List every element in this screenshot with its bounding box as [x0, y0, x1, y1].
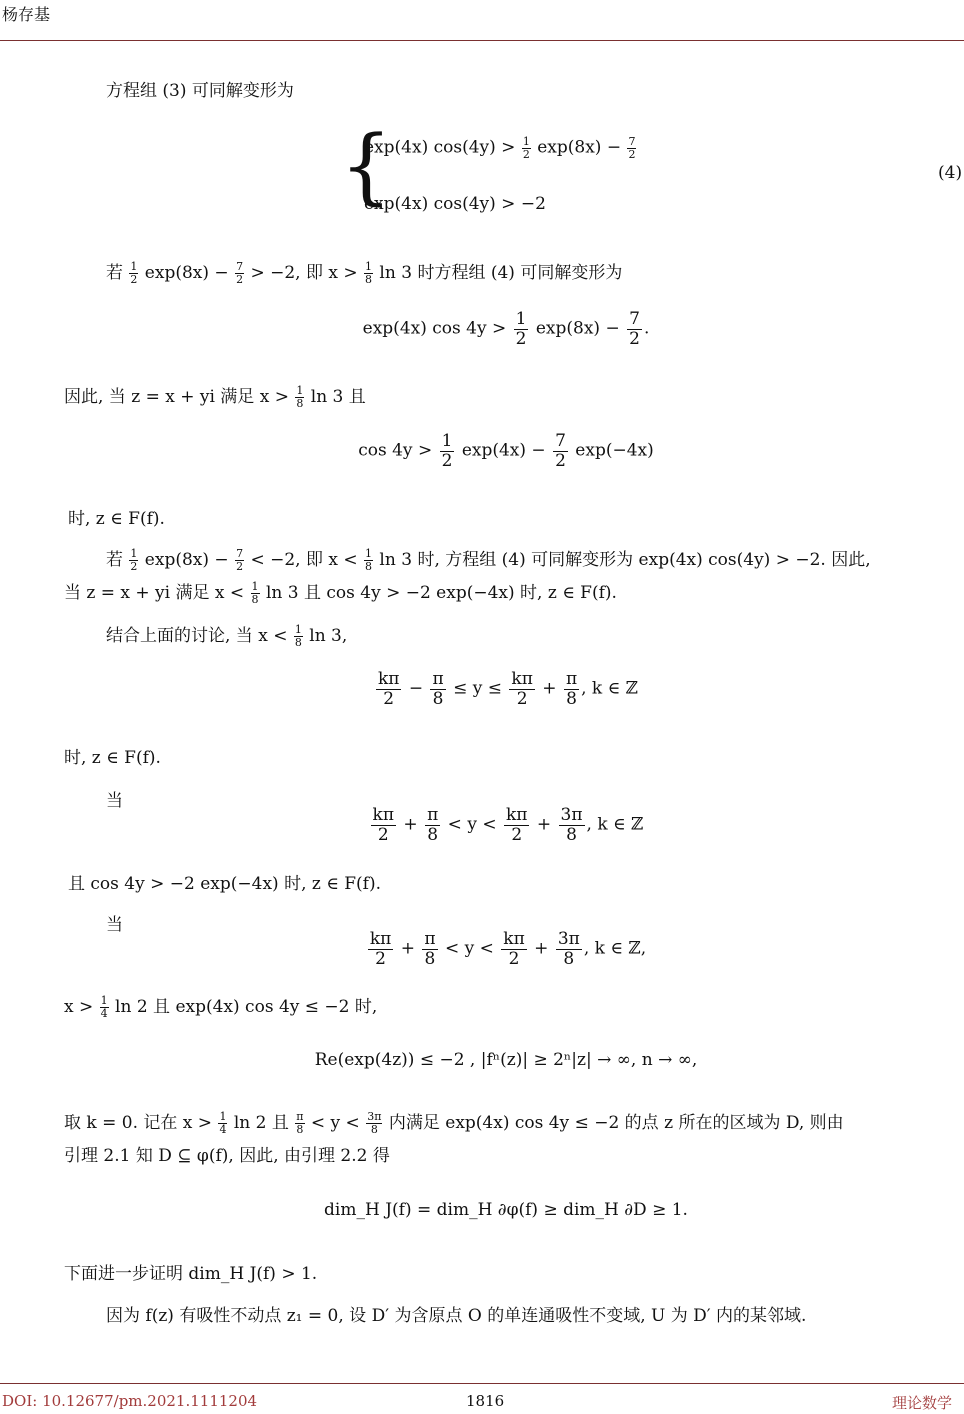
paragraph-hence: 因此, 当 z = x + yi 满足 x > $\frac{1}{8}$ ln 3 且	[64, 384, 366, 410]
paragraph-x-ln2: x > $\frac{1}{4}$ ln 2 且 exp(4x) cos 4y ≤ −2 时,	[64, 994, 378, 1020]
paragraph-and-cos: 且 cos 4y > −2 exp(−4x) 时, z ∈ F(f).	[68, 874, 381, 894]
system-line-1: exp(4x) cos(4y) > $\frac{1}{2}$ exp(8x) − $\frac{7}{2}$	[364, 135, 636, 161]
paragraph-when-2: 时, z ∈ F(f).	[64, 748, 161, 768]
equation-e: $\frac{k\pi}{2}$ + $\frac{\pi}{8}$ < y < $\frac{k\pi}{2}$ + $\frac{3\pi}{8}$ , k ∈ ℤ,	[369, 929, 647, 969]
running-header-author: 杨存基	[2, 5, 51, 24]
footer-journal: 理论数学	[892, 1394, 953, 1412]
header-rule	[0, 40, 964, 41]
equation-a: exp(4x) cos 4y > $\frac{1}{2}$ exp(8x) − $\frac{7}{2}$ .	[362, 309, 650, 349]
footer-doi: DOI: 10.12677/pm.2021.1111204	[2, 1392, 258, 1410]
equation-g: dim_H J(f) = dim_H ∂φ(f) ≥ dim_H ∂D ≥ 1.	[324, 1200, 688, 1220]
paragraph-further-proof: 下面进一步证明 dim_H J(f) > 1.	[64, 1264, 318, 1284]
paragraph-condition-2: 若 $\frac{1}{2}$ exp(8x) − $\frac{7}{2}$ < −2, 即 x < $\frac{1}{8}$ ln 3 时, 方程组 (4) 可同解变形为 exp(4x) cos(4y) > −2. 因此,	[106, 547, 871, 573]
paragraph-condition-1: 若 $\frac{1}{2}$ exp(8x) − $\frac{7}{2}$ > −2, 即 x > $\frac{1}{8}$ ln 3 时方程组 (4) 可同解变形为	[106, 260, 623, 286]
equation-c: $\frac{k\pi}{2}$ − $\frac{\pi}{8}$ ≤ y ≤ $\frac{k\pi}{2}$ + $\frac{\pi}{8}$ , k ∈ ℤ	[377, 669, 639, 709]
equation-d: $\frac{k\pi}{2}$ + $\frac{\pi}{8}$ < y < $\frac{k\pi}{2}$ + $\frac{3\pi}{8}$ , k ∈ ℤ	[372, 805, 644, 845]
paragraph-combined: 结合上面的讨论, 当 x < $\frac{1}{8}$ ln 3,	[106, 623, 348, 649]
equation-b: cos 4y > $\frac{1}{2}$ exp(4x) − $\frac{7}{2}$ exp(−4x)	[358, 431, 654, 471]
paragraph-dang-2: 当	[106, 915, 123, 935]
footer-page-number: 1816	[466, 1392, 505, 1410]
paragraph-take-k: 取 k = 0. 记在 x > $\frac{1}{4}$ ln 2 且 $\frac{\pi}{8}$ < y < $\frac{3\pi}{8}$ 内满足 exp(4x) cos 4y ≤ −2 的点 z 所在的区域为 D, 则由	[64, 1110, 844, 1136]
left-brace: {	[340, 119, 393, 214]
equation-f: Re(exp(4z)) ≤ −2 , |fⁿ(z)| ≥ 2ⁿ|z| → ∞, n → ∞,	[314, 1050, 698, 1070]
paragraph-dang-1: 当	[106, 791, 123, 811]
paragraph-because: 因为 f(z) 有吸性不动点 z₁ = 0, 设 D′ 为含原点 O 的单连通吸性不变域, U 为 D′ 内的某邻域.	[106, 1306, 807, 1326]
system-line-2: exp(4x) cos(4y) > −2	[364, 194, 546, 214]
paragraph-take-k-line2: 引理 2.1 知 D ⊆ φ(f), 因此, 由引理 2.2 得	[64, 1146, 390, 1166]
paragraph-condition-2-line2: 当 z = x + yi 满足 x < $\frac{1}{8}$ ln 3 且 cos 4y > −2 exp(−4x) 时, z ∈ F(f).	[64, 580, 617, 606]
paragraph-when-1: 时, z ∈ F(f).	[68, 509, 165, 529]
equation-tag-4: (4)	[938, 163, 963, 183]
footer-rule	[0, 1383, 964, 1384]
paragraph-system-intro: 方程组 (3) 可同解变形为	[106, 81, 294, 101]
